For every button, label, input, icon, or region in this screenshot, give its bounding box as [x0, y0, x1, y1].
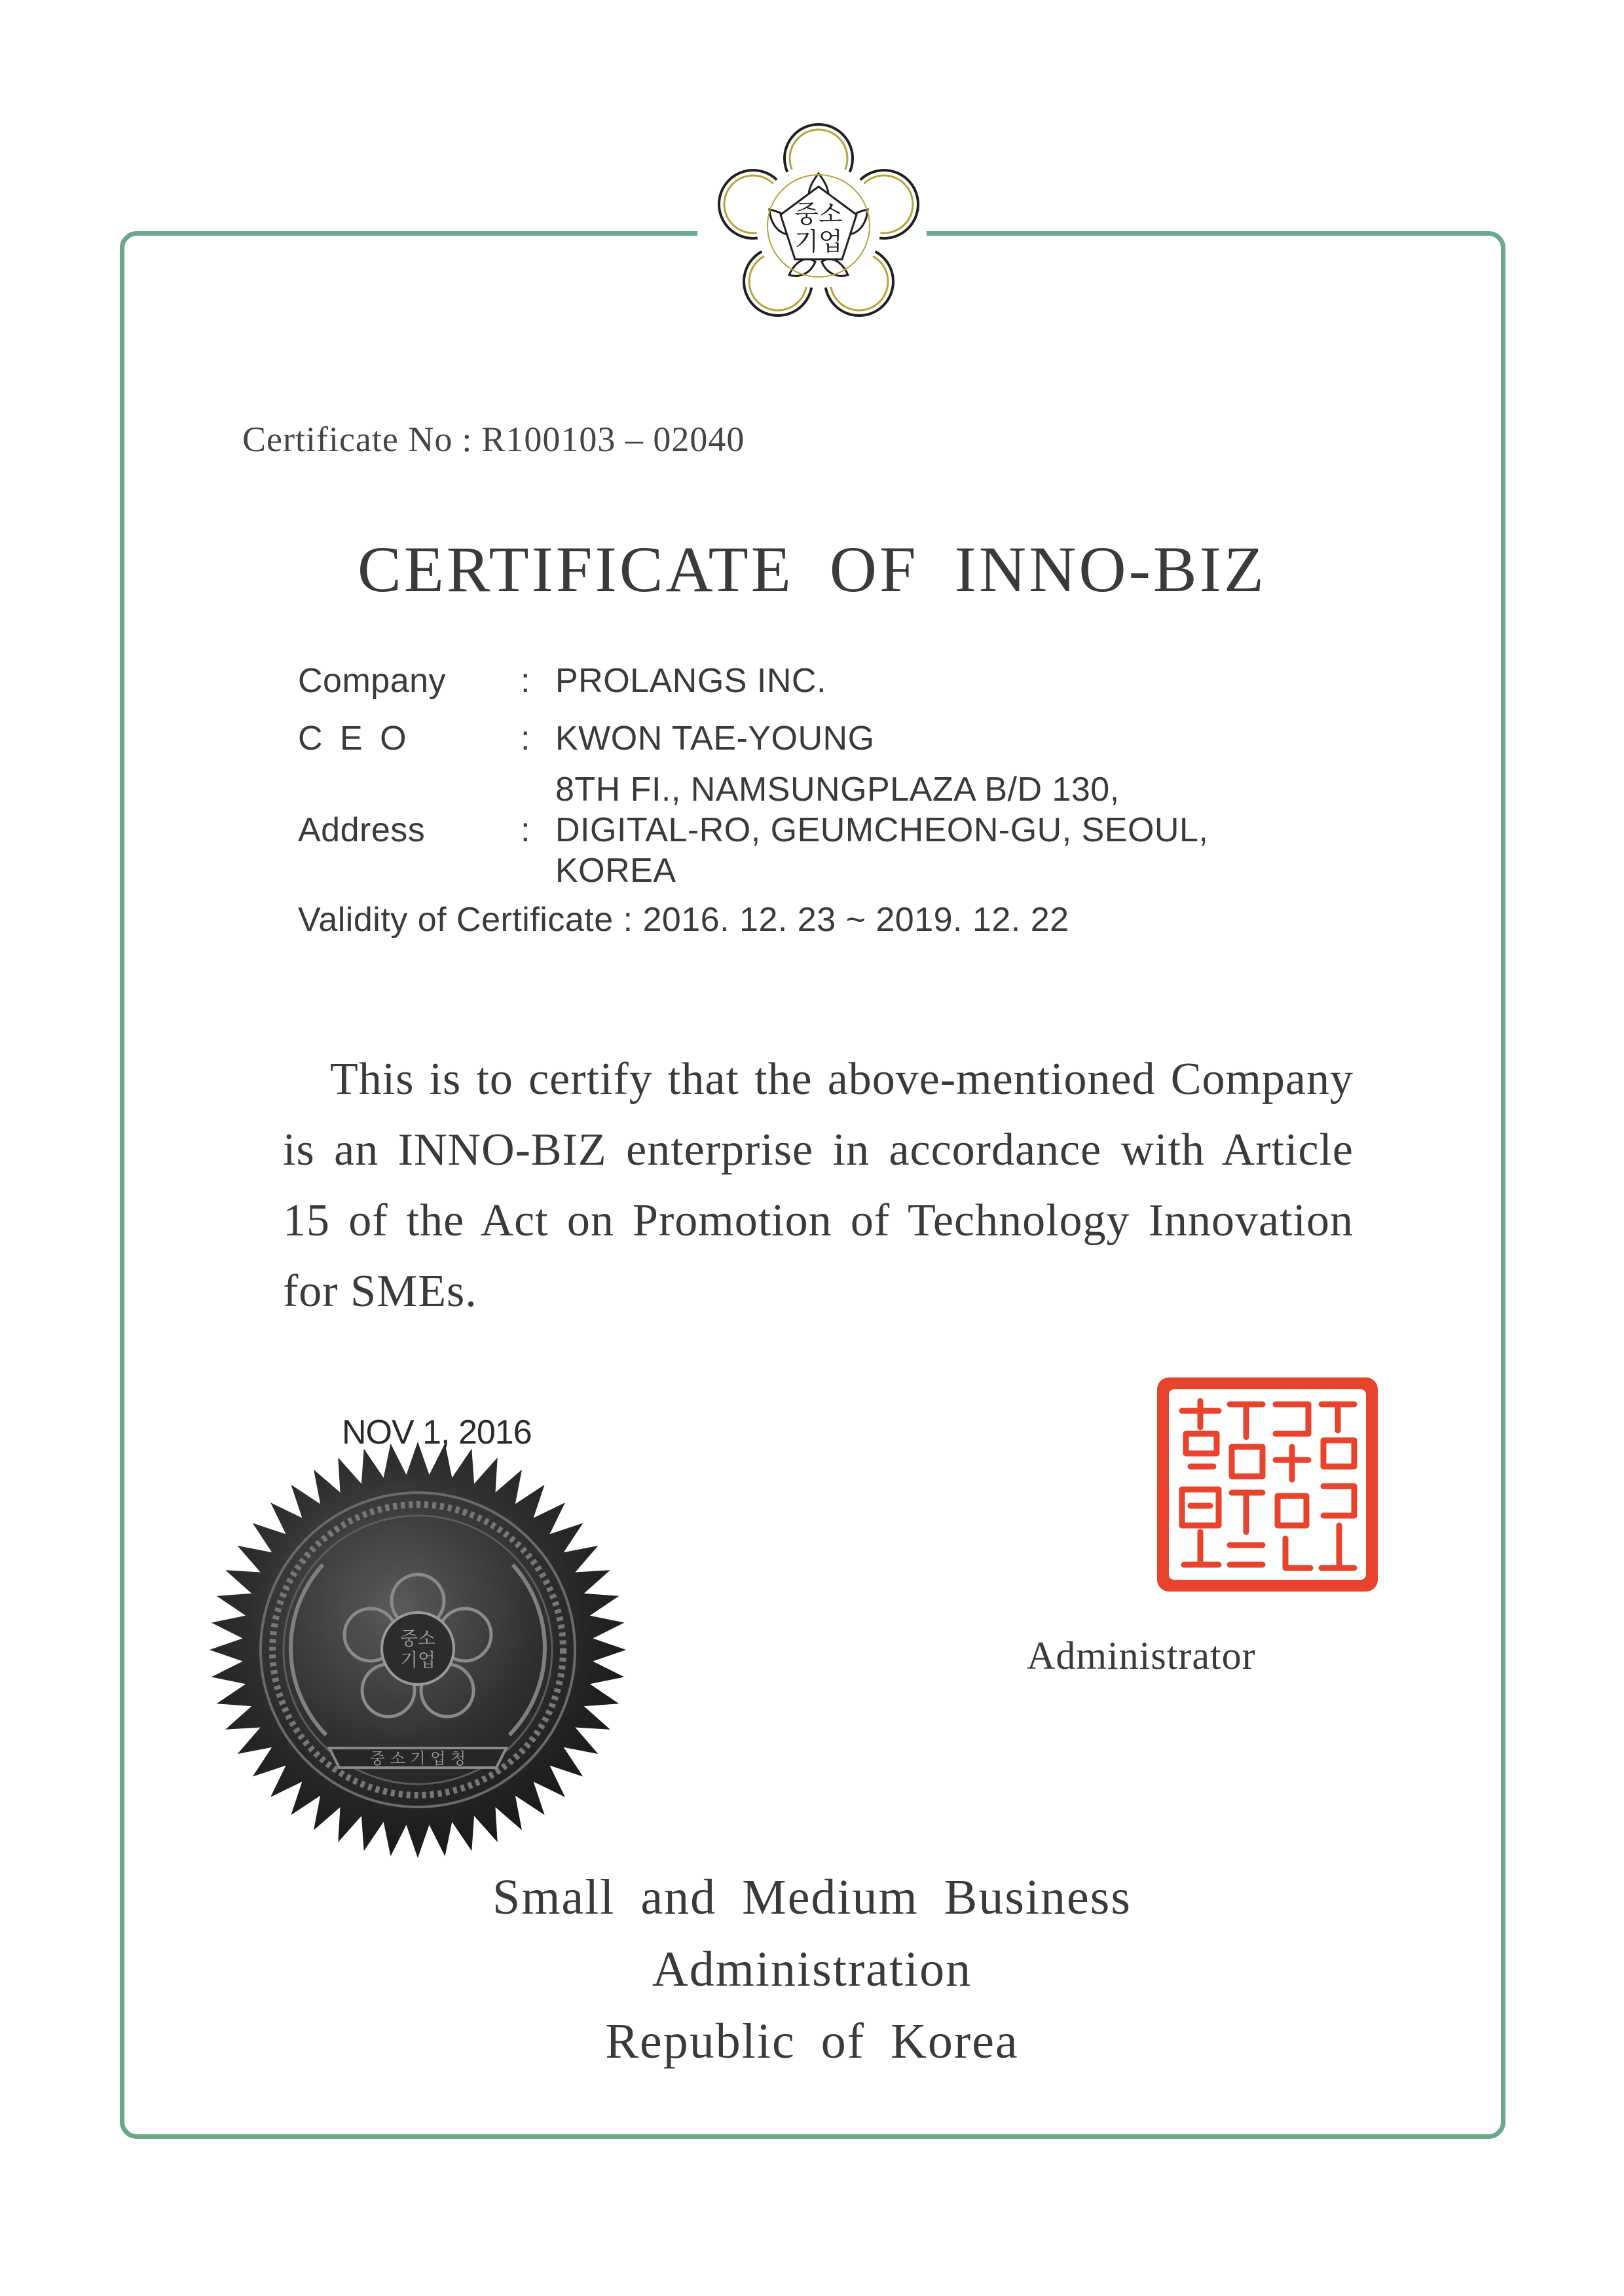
- issuer-line-3: Republic of Korea: [605, 2014, 1019, 2069]
- emblem-text-line2: 기업: [794, 227, 843, 256]
- sme-emblem-icon: [707, 118, 930, 327]
- certificate-title: CERTIFICATE OF INNO-BIZ: [358, 533, 1266, 606]
- company-colon: :: [521, 662, 530, 700]
- certificate-number-value: R100103 – 02040: [481, 420, 745, 459]
- ceo-label: C E O: [298, 720, 411, 757]
- validity-value: 2016. 12. 23 ~ 2019. 12. 22: [642, 901, 1069, 939]
- company-value: PROLANGS INC.: [555, 662, 826, 700]
- issue-date: NOV 1, 2016: [342, 1413, 532, 1451]
- seal-center-text-line2: 기업: [399, 1649, 436, 1671]
- seal-ribbon-text: 중 소 기 업 청: [369, 1749, 466, 1768]
- certificate-number: [242, 419, 745, 460]
- address-label: Address: [298, 811, 426, 849]
- seal-center-text-line1: 중소: [399, 1628, 436, 1649]
- address-colon: :: [521, 811, 530, 849]
- issuer-line-2: Administration: [652, 1942, 972, 1997]
- address-value: [555, 769, 1208, 891]
- official-red-seal-icon: [1154, 1375, 1380, 1594]
- ceo-value: KWON TAE-YOUNG: [555, 720, 875, 757]
- certificate-number-label: Certificate No: [242, 420, 453, 459]
- certificate-number-separator: :: [462, 420, 473, 459]
- emblem-text-line1: 중소: [794, 200, 843, 228]
- embossed-seal-icon: [208, 1440, 627, 1859]
- certification-statement: This is to certify that the above-mentioned Company is an INNO-BIZ enterprise in accordance with Article 15 of the Act on Promotion of Technology Innovation for SMEs.: [283, 1054, 1354, 1317]
- company-label: Company: [298, 662, 447, 700]
- validity-colon: :: [623, 901, 633, 939]
- address-line-1: 8TH FI., NAMSUNGPLAZA B/D 130,: [555, 771, 1120, 809]
- issuer-line-1: Small and Medium Business: [492, 1870, 1132, 1925]
- validity-row: [298, 900, 1069, 939]
- address-line-2: DIGITAL-RO, GEUMCHEON-GU, SEOUL,: [555, 811, 1209, 849]
- address-line-3: KOREA: [555, 852, 676, 890]
- administrator-label: Administrator: [1027, 1634, 1256, 1677]
- validity-label: Validity of Certificate: [298, 901, 614, 939]
- ceo-colon: :: [521, 720, 530, 757]
